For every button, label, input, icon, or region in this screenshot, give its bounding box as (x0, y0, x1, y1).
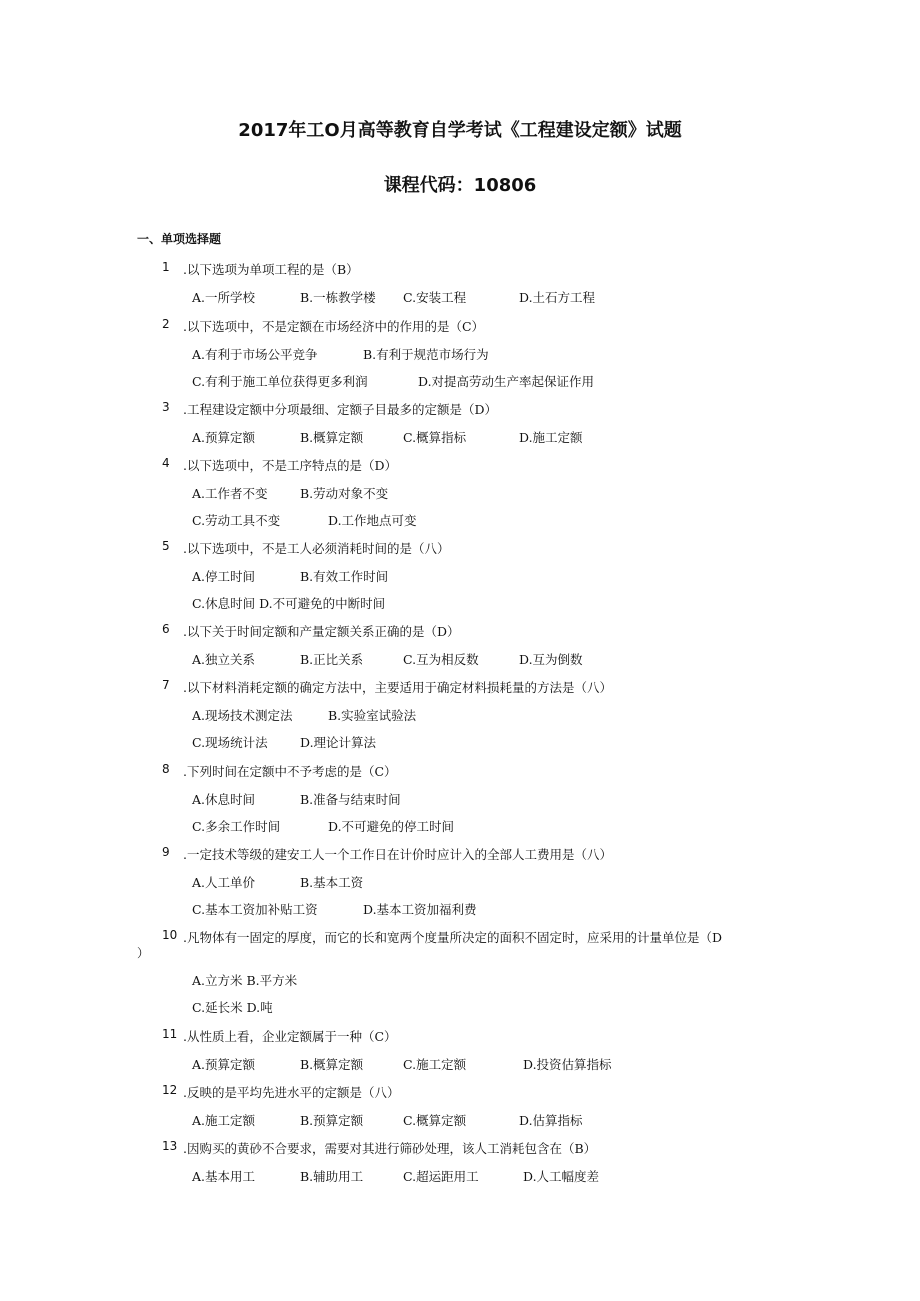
option: D.互为倒数 (519, 652, 583, 667)
option: A.预算定额 (192, 430, 256, 445)
question-text: .下列时间在定额中不予考虑的是（C） (183, 764, 397, 779)
option: D.基本工资加福利费 (363, 902, 477, 917)
course-code: 课程代码：10806 (383, 175, 537, 196)
option: C.互为相反数 (403, 652, 479, 667)
question-number: 7 (162, 678, 170, 692)
question-number: 3 (162, 400, 170, 414)
option: B.正比关系 (300, 652, 364, 667)
option: C.有利于施工单位获得更多利润 (192, 374, 368, 389)
option: D.人工幅度差 (523, 1169, 600, 1184)
option: A.一所学校 (192, 290, 256, 305)
question-text: .从性质上看，企业定额属于一种（C） (183, 1029, 397, 1044)
question-text: .以下选项中，不是定额在市场经济中的作用的是（C） (183, 319, 485, 334)
option: C.基本工资加补贴工资 (192, 902, 318, 917)
option: B.预算定额 (300, 1113, 364, 1128)
option: D.投资估算指标 (523, 1057, 612, 1072)
option: B.准备与结束时间 (300, 792, 401, 807)
question-number: 8 (162, 762, 170, 776)
option: B.有利于规范市场行为 (363, 347, 489, 362)
question-text: .凡物体有一固定的厚度，而它的长和宽两个度量所决定的面积不固定时，应采用的计量单位是（D (183, 930, 722, 945)
option: A.现场技术测定法 (192, 708, 293, 723)
question-text: .工程建设定额中分项最细、定额子目最多的定额是（D） (183, 402, 497, 417)
option: C.概算定额 (403, 1113, 467, 1128)
option: C.概算指标 (403, 430, 467, 445)
option: A.停工时间 (192, 569, 256, 584)
question-number: 11 (162, 1027, 178, 1041)
option: B.有效工作时间 (300, 569, 389, 584)
question-text: .因购买的黄砂不合要求，需要对其进行筛砂处理，该人工消耗包含在（B） (183, 1141, 597, 1156)
option: C.施工定额 (403, 1057, 467, 1072)
question-number: 5 (162, 539, 170, 553)
option: D.估算指标 (519, 1113, 583, 1128)
option: D.施工定额 (519, 430, 583, 445)
option: D.工作地点可变 (328, 513, 417, 528)
option: B.基本工资 (300, 875, 364, 890)
option: C.多余工作时间 (192, 819, 281, 834)
option: A.有利于市场公平竞争 (192, 347, 318, 362)
question-text: .以下选项中，不是工序特点的是（D） (183, 458, 397, 473)
option: A.人工单价 (192, 875, 256, 890)
question-text: .以下选项为单项工程的是（B） (183, 262, 359, 277)
option: B.一栋教学楼 (300, 290, 376, 305)
page-title: 2017年工O月高等教育自学考试《工程建设定额》试题 (238, 120, 682, 141)
option: C.安装工程 (403, 290, 467, 305)
option: B.概算定额 (300, 1057, 364, 1072)
question-text: .一定技术等级的建安工人一个工作日在计价时应计入的全部人工费用是（八） (183, 847, 612, 862)
question-text: .以下选项中，不是工人必须消耗时间的是（八） (183, 541, 450, 556)
option: A.施工定额 (192, 1113, 256, 1128)
question-text: .以下关于时间定额和产量定额关系正确的是（D） (183, 624, 460, 639)
option: D.理论计算法 (300, 735, 377, 750)
option: A.工作者不变 (192, 486, 268, 501)
question-text: .反映的是平均先进水平的定额是（八） (183, 1085, 400, 1100)
option: D.土石方工程 (519, 290, 596, 305)
question-number: 4 (162, 456, 170, 470)
option: B.辅助用工 (300, 1169, 364, 1184)
question-text: .以下材料消耗定额的确定方法中，主要适用于确定材料损耗量的方法是（八） (183, 680, 612, 695)
option: B.实验室试验法 (328, 708, 417, 723)
option: A.立方米 B.平方米 (192, 973, 298, 988)
option: D.对提高劳动生产率起保证作用 (418, 374, 595, 389)
option: B.劳动对象不变 (300, 486, 389, 501)
question-text-continued: ） (137, 946, 150, 960)
question-number: 12 (162, 1083, 178, 1097)
option: A.休息时间 (192, 792, 256, 807)
option: C.休息时间 D.不可避免的中断时间 (192, 596, 386, 611)
option: C.现场统计法 (192, 735, 268, 750)
question-number: 9 (162, 845, 170, 859)
option: A.独立关系 (192, 652, 256, 667)
question-number: 2 (162, 317, 170, 331)
option: C.劳动工具不变 (192, 513, 281, 528)
question-number: 6 (162, 622, 170, 636)
option: B.概算定额 (300, 430, 364, 445)
question-number: 1 (162, 260, 170, 274)
question-number: 13 (162, 1139, 178, 1153)
option: C.延长米 D.吨 (192, 1000, 273, 1015)
option: A.预算定额 (192, 1057, 256, 1072)
question-number: 10 (162, 928, 178, 942)
option: C.超运距用工 (403, 1169, 479, 1184)
option: D.不可避免的停工时间 (328, 819, 455, 834)
section-title: 一、单项选择题 (137, 232, 222, 246)
option: A.基本用工 (192, 1169, 256, 1184)
